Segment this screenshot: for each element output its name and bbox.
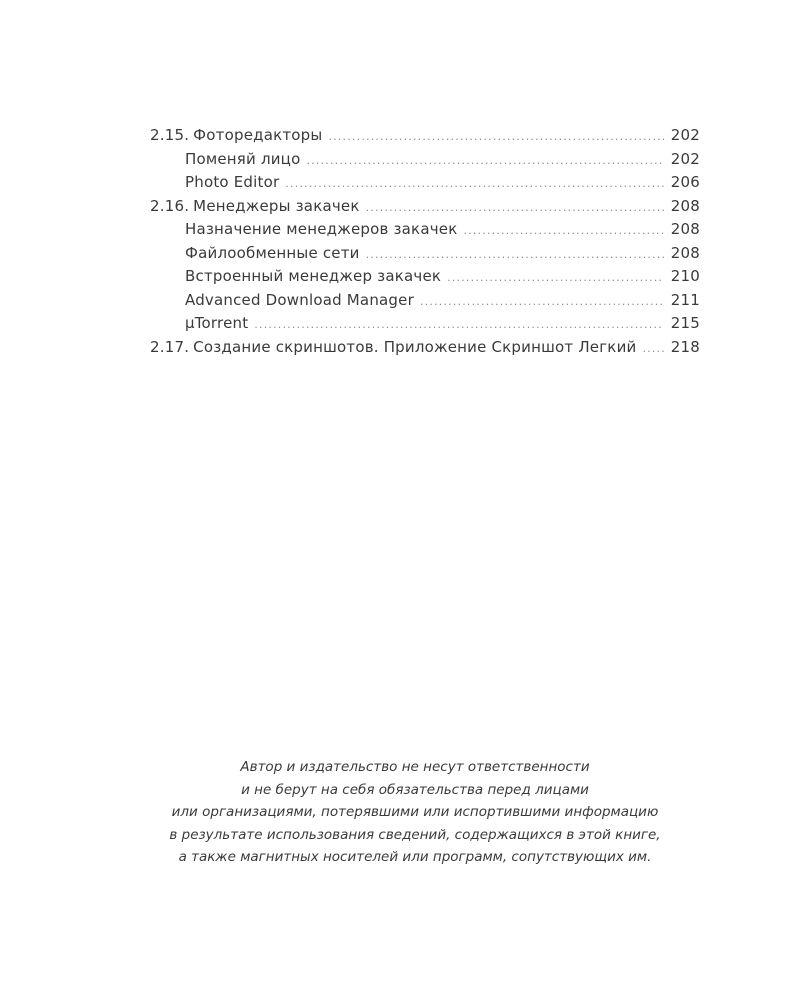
toc-page-number: 202	[670, 126, 700, 144]
toc-leader-dots	[420, 295, 664, 308]
toc-section-number: 2.16.	[150, 196, 190, 215]
publisher-disclaimer	[100, 756, 730, 869]
toc-page-number: 215	[670, 314, 700, 332]
toc-title: Advanced Download Manager	[185, 290, 414, 309]
toc-title: Photo Editor	[185, 173, 280, 191]
toc-title: Поменяй лицо	[185, 149, 301, 168]
toc-leader-dots	[285, 177, 664, 190]
toc-leader-dots	[642, 342, 664, 355]
toc-entry-advanced-download-manager	[150, 291, 700, 315]
toc-title: µTorrent	[185, 314, 249, 332]
toc-title: Файлообменные сети	[185, 243, 360, 262]
disclaimer-line: а также магнитных носителей или программ, сопутствующих им.	[178, 849, 652, 865]
toc-entry-naznachenie	[150, 220, 700, 244]
toc-leader-dots	[447, 271, 664, 284]
toc-page-number: 211	[670, 290, 700, 309]
disclaimer-line: Автор и издательство не несут ответственности	[240, 759, 590, 775]
toc-page-number: 208	[670, 196, 700, 215]
table-of-contents	[150, 126, 700, 361]
toc-page-number: 208	[670, 243, 700, 262]
toc-leader-dots	[328, 130, 664, 143]
toc-entry-2-15	[150, 126, 700, 150]
toc-title: Фоторедакторы	[193, 126, 323, 144]
toc-page-number: 218	[670, 337, 700, 356]
disclaimer-line: в результате использования сведений, содержащихся в этой книге,	[169, 826, 661, 843]
toc-leader-dots	[366, 201, 664, 214]
toc-page-number: 202	[670, 149, 700, 168]
toc-entry-pomenyay-litso	[150, 150, 700, 174]
toc-entry-2-17	[150, 338, 700, 362]
toc-title: Назначение менеджеров закачек	[185, 220, 458, 238]
toc-title: Встроенный менеджер закачек	[185, 267, 442, 285]
toc-entry-utorrent	[150, 314, 700, 338]
toc-page-number: 206	[670, 173, 700, 191]
toc-leader-dots	[306, 154, 664, 167]
toc-section-number: 2.17.	[150, 337, 190, 356]
toc-entry-photo-editor	[150, 173, 700, 197]
toc-leader-dots	[463, 224, 664, 237]
toc-page-number: 210	[670, 267, 700, 285]
toc-leader-dots	[366, 248, 664, 261]
disclaimer-line: и не берут на себя обязательства перед лицами	[241, 781, 589, 798]
toc-entry-2-16	[150, 197, 700, 221]
toc-title: Создание скриншотов. Приложение Скриншот Легкий	[193, 337, 637, 356]
toc-entry-fayloobmennye-seti	[150, 244, 700, 268]
toc-page-number: 208	[670, 220, 700, 238]
disclaimer-line: или организациями, потерявшими или испортившими информацию	[171, 804, 659, 820]
toc-title: Менеджеры закачек	[193, 196, 360, 215]
toc-leader-dots	[254, 318, 664, 331]
toc-entry-vstroennyy-menedzher	[150, 267, 700, 291]
toc-section-number: 2.15.	[150, 126, 190, 144]
